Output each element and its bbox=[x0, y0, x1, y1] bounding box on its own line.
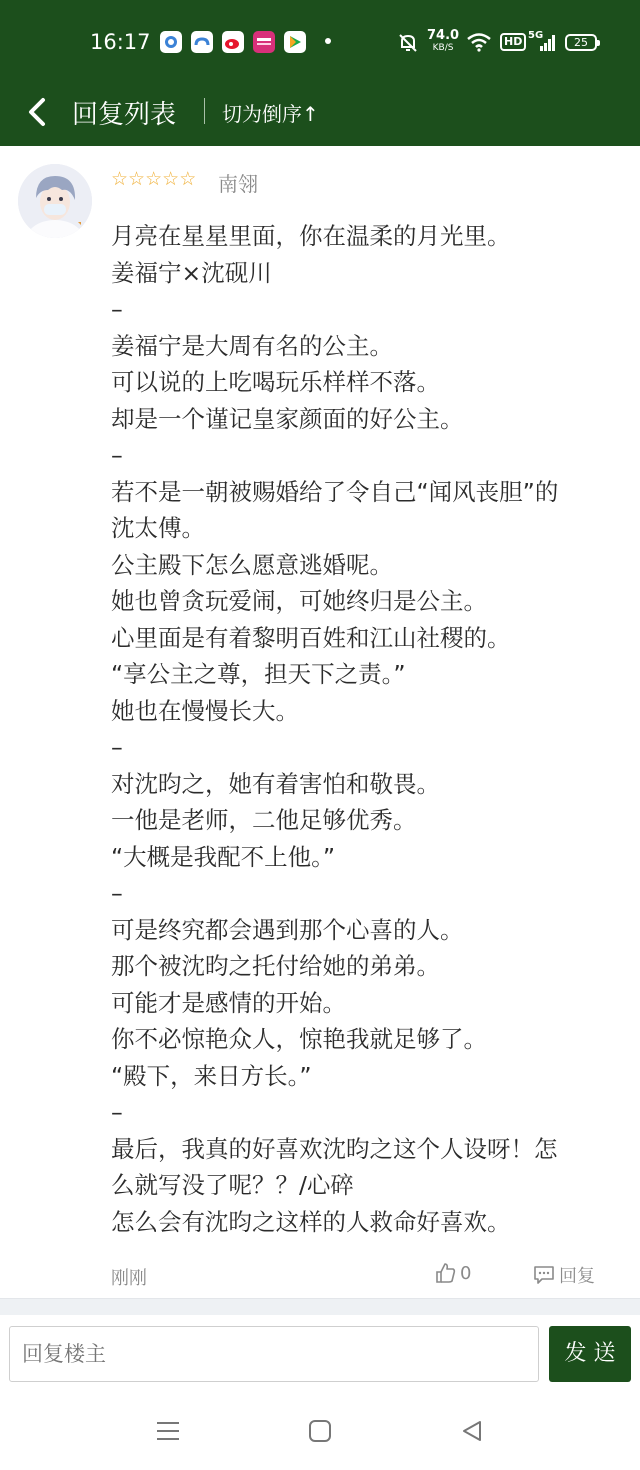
content-line: 姜福宁×沈砚川 bbox=[111, 258, 272, 287]
video-app-icon bbox=[284, 31, 306, 53]
page-title: 回复列表 bbox=[72, 100, 177, 130]
avatar[interactable] bbox=[18, 164, 92, 238]
notification-dot bbox=[325, 38, 331, 44]
content-line: 对沈昀之，她有着害怕和敬畏。 bbox=[111, 769, 440, 798]
post-timestamp: 刚刚 bbox=[111, 1268, 147, 1289]
reply-post bbox=[0, 146, 640, 1298]
content-line: 她也曾贪玩爱闹，可她终归是公主。 bbox=[111, 587, 487, 615]
content-line: 你不必惊艳众人，惊艳我就足够了。 bbox=[111, 1025, 487, 1053]
post-content bbox=[111, 218, 626, 1240]
content-line: 却是一个谨记皇家颜面的好公主。 bbox=[111, 404, 464, 433]
content-line: – bbox=[111, 1098, 123, 1126]
send-button[interactable]: 发 送 bbox=[549, 1326, 631, 1382]
content-line: – bbox=[111, 733, 123, 761]
title-divider bbox=[204, 98, 205, 124]
sort-toggle-button[interactable]: 切为倒序↑ bbox=[222, 102, 319, 126]
chevron-left-icon[interactable] bbox=[20, 92, 60, 132]
rating-stars bbox=[111, 168, 211, 190]
content-line: 沈太傅。 bbox=[111, 514, 205, 542]
mute-bell-icon bbox=[398, 32, 418, 54]
content-line: 最后，我真的好喜欢沈昀之这个人设呀！怎 bbox=[111, 1134, 558, 1163]
content-line: “享公主之尊，担天下之责。” bbox=[111, 660, 406, 688]
signal-icon bbox=[540, 34, 556, 52]
content-line: 怎么会有沈昀之这样的人救命好喜欢。 bbox=[111, 1207, 511, 1236]
star-icon: ☆ bbox=[162, 168, 180, 190]
content-line: 可以说的上吃喝玩乐样样不落。 bbox=[111, 368, 440, 396]
content-line: 姜福宁是大周有名的公主。 bbox=[111, 331, 393, 360]
content-line: – bbox=[111, 441, 123, 469]
comment-icon bbox=[533, 1264, 555, 1286]
status-time: 16:17 bbox=[90, 30, 151, 54]
reply-input[interactable] bbox=[9, 1326, 539, 1382]
reply-button[interactable] bbox=[533, 1262, 595, 1288]
content-line: “大概是我配不上他。” bbox=[111, 842, 336, 871]
reply-label: 回复 bbox=[559, 1266, 595, 1287]
star-icon: ☆ bbox=[145, 168, 163, 190]
content-line: 公主殿下怎么愿意逃婚呢。 bbox=[111, 550, 393, 579]
hd-badge: HD bbox=[500, 33, 526, 51]
net-speed: 74.0 KB/S bbox=[427, 28, 460, 53]
menu-icon[interactable] bbox=[155, 1419, 181, 1443]
weibo-icon bbox=[222, 31, 244, 53]
thumbs-up-icon bbox=[434, 1262, 456, 1284]
home-icon[interactable] bbox=[308, 1419, 332, 1443]
section-separator bbox=[0, 1298, 640, 1315]
content-line: 月亮在星星里面，你在温柔的月光里。 bbox=[111, 222, 511, 250]
app-icon-pink bbox=[253, 31, 275, 53]
username[interactable]: 南翎 bbox=[218, 172, 258, 196]
content-line: 可是终究都会遇到那个心喜的人。 bbox=[111, 915, 464, 944]
back-triangle-icon[interactable] bbox=[460, 1419, 484, 1443]
content-line: “殿下，来日方长。” bbox=[111, 1061, 312, 1090]
content-line: 她也在慢慢长大。 bbox=[111, 696, 299, 725]
star-icon: ☆ bbox=[111, 168, 129, 190]
star-icon: ☆ bbox=[128, 168, 146, 190]
wifi-icon bbox=[466, 32, 492, 52]
content-line: 么就写没了呢？？/心碎 bbox=[111, 1171, 354, 1199]
network-type: 5G bbox=[528, 30, 544, 41]
content-line: 心里面是有着黎明百姓和江山社稷的。 bbox=[111, 623, 511, 652]
like-count: 0 bbox=[460, 1262, 472, 1284]
content-line: – bbox=[111, 879, 123, 907]
content-line: – bbox=[111, 295, 123, 323]
like-button[interactable] bbox=[434, 1262, 471, 1284]
content-line: 可能才是感情的开始。 bbox=[111, 988, 346, 1017]
battery-icon: 25 bbox=[565, 34, 597, 51]
content-line: 若不是一朝被赐婚给了令自己“闻风丧胆”的 bbox=[111, 477, 559, 506]
title-bar bbox=[0, 86, 640, 146]
status-bar bbox=[0, 0, 640, 86]
system-nav-bar bbox=[0, 1392, 640, 1470]
app-icon-blue bbox=[160, 31, 182, 53]
star-icon: ☆ bbox=[179, 168, 197, 190]
content-line: 那个被沈昀之托付给她的弟弟。 bbox=[111, 952, 440, 980]
content-line: 一他是老师，二他足够优秀。 bbox=[111, 806, 417, 834]
app-icon-cloud bbox=[191, 31, 213, 53]
